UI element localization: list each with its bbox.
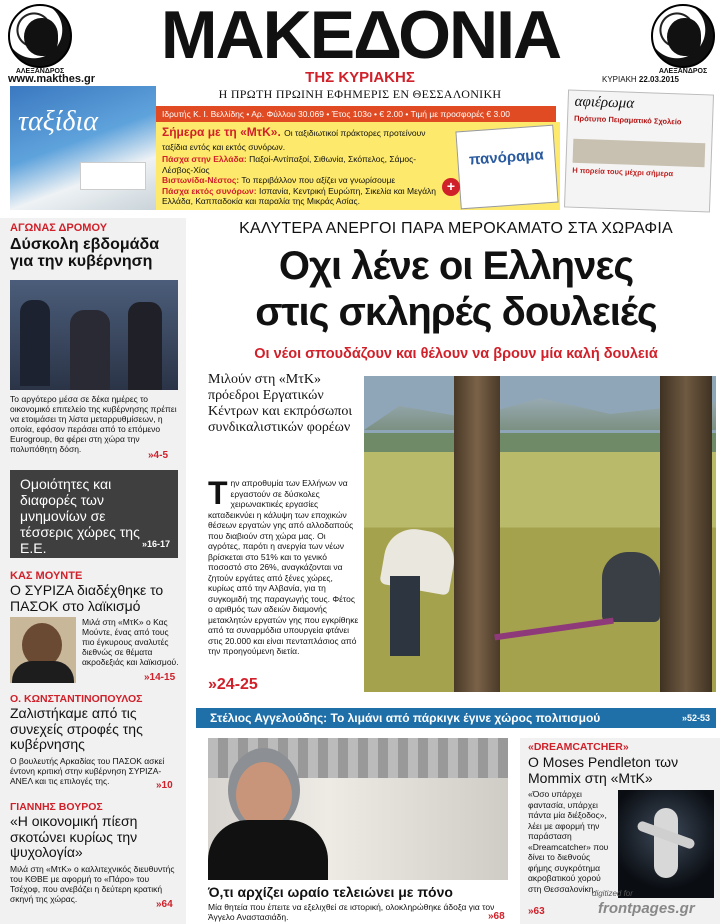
masthead-title: ΜΑΚΕΔΟΝΙΑ <box>160 0 561 73</box>
s1-title[interactable]: Δύσκολη εβδομάδα για την κυβέρνηση <box>10 236 160 270</box>
s1-pages[interactable]: »4-5 <box>148 450 169 461</box>
memoranda-box[interactable]: Ομοιότητες και διαφορές των μνημονίων σε τέσσερις χώρες της Ε.Ε. »16-17 <box>10 470 178 558</box>
main-pages[interactable]: »24-25 <box>208 676 258 693</box>
issue-date: ΚΥΡΙΑΚΗ 22.03.2015 <box>602 75 679 84</box>
s3-title[interactable]: Ζαλιστήκαμε από τις συνεχείς στροφές της κυβέρνησης <box>10 705 143 752</box>
s3-pages[interactable]: »10 <box>156 780 173 791</box>
angeloudis-strip[interactable]: Στέλιος Αγγελούδης: Το λιμάνι από πάρκιγκ έγινε χώρος πολιτισμού »52-53 <box>196 708 716 728</box>
s2-text: Μιλά στη «ΜτΚ» ο Κας Μούντε, ένας από τους πιο έγκυρους αναλυτές διεθνώς σε θέματα ακροδεξιάς και λαϊκισμού. <box>82 617 179 667</box>
bottom-pages[interactable]: »68 <box>488 911 505 922</box>
dc-kicker: «DREAMCATCHER» <box>528 741 629 753</box>
dc-pages[interactable]: »63 <box>528 906 545 917</box>
main-subhead: Οι νέοι σπουδάζουν και θέλουν να βρουν μία καλή δουλειά <box>254 346 658 362</box>
s2-portrait <box>10 617 76 683</box>
main-photo-farmworkers <box>364 376 716 692</box>
main-headline-1[interactable]: Οχι λένε οι Ελληνες <box>278 244 634 288</box>
main-kicker: ΚΑΛΥΤΕΡΑ ΑΝΕΡΓΟΙ ΠΑΡΑ ΜΕΡΟΚΑΜΑΤΟ ΣΤΑ ΧΩΡΑΦΙΑ <box>239 220 673 237</box>
s2-title[interactable]: Ο ΣΥΡΙΖΑ διαδέχθηκε το ΠΑΣΟΚ στο λαϊκισμό <box>10 582 164 614</box>
s4-kicker: ΓΙΑΝΝΗΣ ΒΟΥΡΟΣ <box>10 801 103 813</box>
bottom-caption[interactable]: Ό,τι αρχίζει ωραίο τελειώνει με πόνο <box>208 884 453 900</box>
dreamcatcher-photo <box>618 790 714 898</box>
promo-box[interactable]: Σήμερα με τη «ΜτΚ». Οι ταξιδιωτικοί πράκτορες προτείνουν ταξίδια εντός και εκτός συνόρων. Πάσχα στην Ελλάδα: Παξοί-Αντίπαξοί, Σιθωνία, Σκόπελος, Σάμος-Λέσβος-Χίος Βιστωνίδα-Νέστος: Το περιβάλλον που αξίζει να γνωρίσουμε Πάσχα εκτός συνόρων: Ισπανία, Κεντρική Ευρώπη, Σικελία και Μεγάλη Ελλάδα, Καππαδοκία και παραλία της Μικράς Ασίας. <box>156 122 444 210</box>
masthead-subtitle: ΤΗΣ ΚΥΡΙΑΚΗΣ <box>305 69 415 86</box>
s2-pages[interactable]: »14-15 <box>144 672 176 683</box>
main-intro: Μιλούν στη «ΜτΚ» πρόεδροι Εργατικών Κέντρων και εκπρόσωποι συνδικαλιστικών φορέων <box>208 372 353 435</box>
dc-title[interactable]: Ο Moses Pendleton των Mommix στη «ΜτΚ» <box>528 754 679 786</box>
s2-kicker: ΚΑΣ ΜΟΥΝΤΕ <box>10 570 83 582</box>
s4-title[interactable]: «Η οικονομική πίεση σκοτώνει κυρίως την ψυχολογία» <box>10 813 138 860</box>
watermark-line2: frontpages.gr <box>598 900 695 917</box>
panorama-cover[interactable]: πανόραμα + <box>444 122 560 210</box>
magazine-cover[interactable]: ταξίδια <box>10 86 156 210</box>
dc-text: «Όσο υπάρχει φαντασία, υπάρχει πάντα μία διέξοδος», λέει με αφορμή την παράσταση «Dreamcatcher» που δίνει το διεθνούς φήμης συγκρότημα ακροβατικού χορού στη Θεσσαλονίκη. <box>528 789 609 894</box>
s1-photo <box>10 280 178 390</box>
bottom-text: Μία θητεία που έπειτε να εξελιχθεί σε ιστορική, ολοκληρώθηκε άδοξα για τον Άγγελο Αναστασιάδη. <box>208 902 495 922</box>
main-headline-2[interactable]: στις σκληρές δουλειές <box>255 290 657 334</box>
site-url[interactable]: www.makthes.gr <box>8 73 96 85</box>
afieroma-cover[interactable]: αφιέρωμα Πρότυπο Πειραματικό Σχολείο Η πορεία τους μέχρι σήμερα <box>564 89 714 212</box>
watermark-line1: digitized for <box>592 889 633 898</box>
plus-icon: + <box>442 178 460 196</box>
masthead-tagline: Η ΠΡΩΤΗ ΠΡΩΙΝΗ ΕΦΗΜΕΡΙΣ ΕΝ ΘΕΣΣΑΛΟΝΙΚΗ <box>218 87 502 101</box>
issue-info-bar: Ιδρυτής Κ. Ι. Βελλίδης • Αρ. Φύλλου 30.069 • Έτος 103ο • € 2.00 • Τιμή με προσφορές € 3.00 <box>156 106 556 122</box>
s4-pages[interactable]: »64 <box>156 899 173 910</box>
s1-kicker: ΑΓΩΝΑΣ ΔΡΟΜΟΥ <box>10 222 108 234</box>
anastasiadis-photo <box>208 738 508 880</box>
s3-kicker: Ο. ΚΩΝΣΤΑΝΤΙΝΟΠΟΥΛΟΣ <box>10 693 143 705</box>
logo-coin-right: ΑΛΕΞΑΝΔΡΟΣ <box>651 4 715 75</box>
logo-coin-left: ΑΛΕΞΑΝΔΡΟΣ <box>8 4 72 75</box>
main-body: Την απροθυμία των Ελλήνων να εργαστούν σε δύσκολες χειρωνακτικές εργασίες καταδεικνύει η κάλυψη των εποχικών θέσεων εργατών γης από αλλοδαπούς που διαβιούν στη χώρα μας. Οι αγρότες, παρότι η ανεργία των νέων βρίσκεται στο 51% και το γενικό ποσοστό στο 26%, αναγκάζονται να ζητούν εργάτες από ξένες χώρες, κυρίως από την Αλβανία, για τη συγκομιδή της παραγωγής τους. Φέτος ο αριθμός των αδειών διαμονής μετακλητών εργατών γης που εγκρίθηκε από τα συναρμόδια υπουργεία φτάνει στις 20.000 και είναι πενταπλάσιος από την προηγούμενη διετία. <box>208 475 359 656</box>
s1-text: Το αργότερο μέσα σε δέκα ημέρες το οικονομικό επιτελείο της κυβέρνησης πρέπει να ετοιμάσει τη λίστα μεταρρυθμίσεων, η οποία, εφόσον περάσει από το επόμενο Eurogroup, θα φέρει στη χώρα την πολυπόθητη δόση. <box>10 394 177 454</box>
s3-text: Ο βουλευτής Αρκαδίας του ΠΑΣΟΚ ασκεί έντονη κριτική στην κυβέρνηση ΣΥΡΙΖΑ-ΑΝΕΛ και τις επιλογές της. <box>10 756 165 786</box>
s4-text: Μιλά στη «ΜτΚ» ο καλλιτεχνικός διευθυντής του ΚΘΒΕ με αφορμή το «Πάρο» του Τσέχοφ, που ανεβάζει η δεύτερη κρατική σκηνή της χώρας. <box>10 864 175 904</box>
